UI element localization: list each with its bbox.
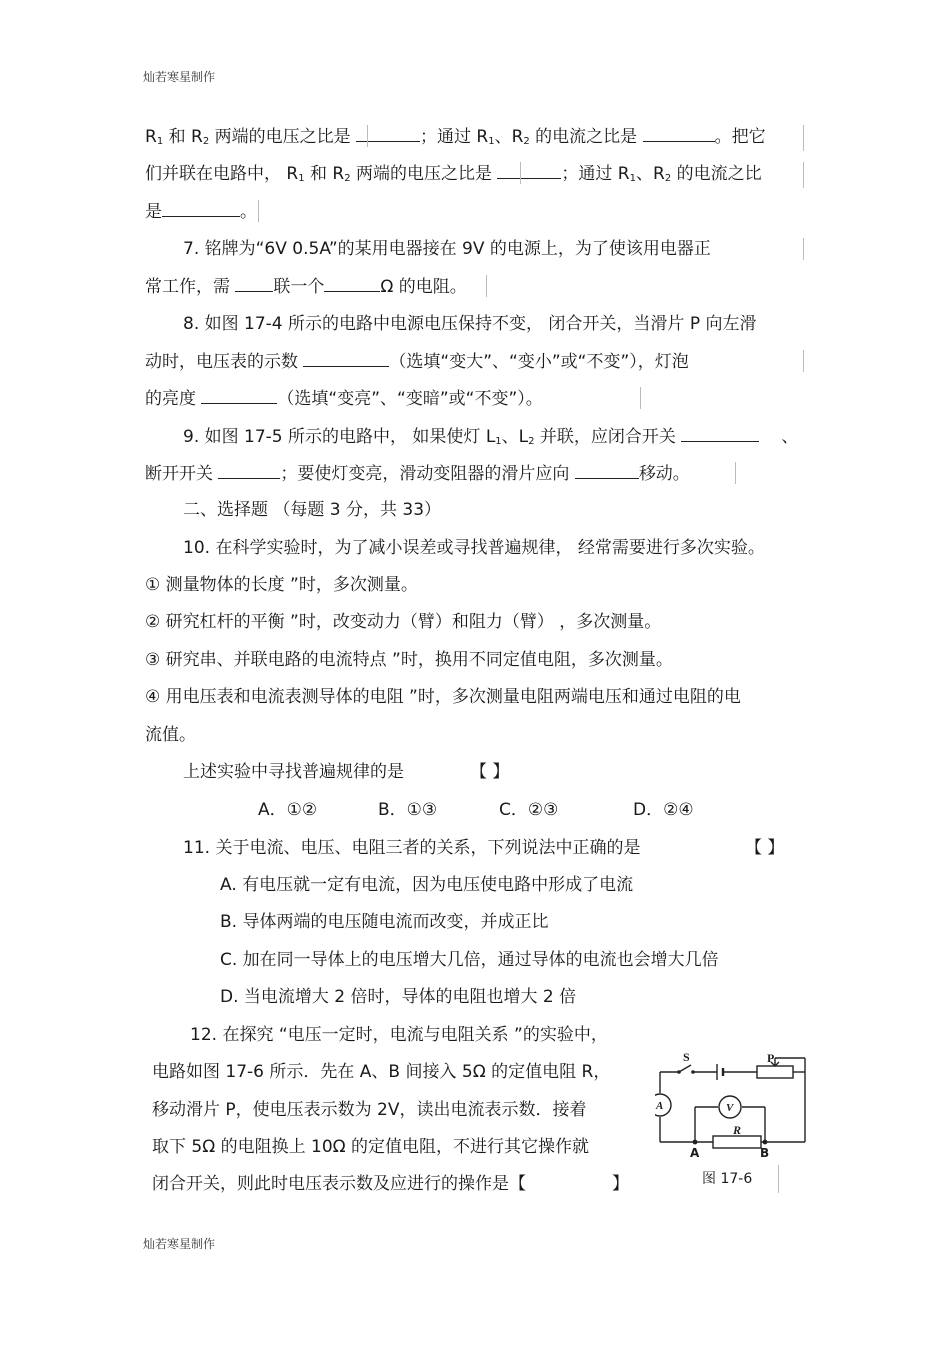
answer-blank[interactable] — [681, 425, 759, 442]
node-a — [693, 1140, 698, 1145]
answer-blank[interactable] — [235, 275, 273, 292]
q8-line-1: 8. 如图 17-4 所示的电路中电源电压保持不变， 闭合开关，当滑片 P 向左滑 — [183, 314, 757, 334]
q11-option-b[interactable]: B. 导体两端的电压随电流而改变，并成正比 — [220, 912, 549, 932]
answer-blank[interactable] — [643, 125, 715, 142]
answer-blank[interactable] — [356, 125, 420, 142]
q11-option-c[interactable]: C. 加在同一导体上的电压增大几倍，通过导体的电流也会增大几倍 — [220, 950, 719, 970]
ammeter-label: A — [656, 1100, 664, 1112]
resistor-r — [713, 1136, 761, 1148]
q7-line-1: 7. 铭牌为“6V 0.5A”的某用电器接在 9V 的电源上，为了使该用电器正 — [183, 239, 711, 259]
node-b — [763, 1140, 768, 1145]
answer-bracket[interactable]: 【 】 — [745, 838, 785, 858]
q8-line-3: 的亮度 （选填“变亮”、“变暗”或“不变”）。 — [145, 389, 543, 409]
voltmeter-label: V — [726, 1102, 734, 1114]
q10-option-b[interactable]: B．①③ — [378, 800, 438, 820]
answer-blank[interactable] — [303, 350, 389, 367]
section-heading: 二、选择题 （每题 3 分，共 33） — [183, 500, 442, 520]
circuit-diagram — [655, 1050, 815, 1150]
q12-line-3: 移动滑片 P，使电压表示数为 2V，读出电流表示数．接着 — [152, 1100, 587, 1120]
node-b-label: B — [760, 1146, 770, 1160]
answer-blank[interactable] — [218, 462, 280, 479]
q10-option-a[interactable]: A．①② — [258, 800, 318, 820]
q10-item-1: ① 测量物体的长度 ”时，多次测量。 — [145, 575, 418, 595]
q9-line-2: 断开开关 ；要使灯变亮，滑动变阻器的滑片应向 移动。 — [145, 464, 690, 484]
q10-option-d[interactable]: D．②④ — [633, 800, 694, 820]
q10-item-4-cont: 流值。 — [145, 725, 196, 745]
q10-item-3: ③ 研究串、并联电路的电流特点 ”时，换用不同定值电阻，多次测量。 — [145, 650, 673, 670]
slider-label: P — [767, 1051, 775, 1065]
q6-line-3: 是 。 — [145, 202, 257, 222]
answer-blank[interactable] — [201, 387, 277, 404]
q11-stem: 11. 关于电流、电压、电阻三者的关系，下列说法中正确的是 — [183, 838, 641, 858]
q6-line-2: 们并联在电路中， $R_1$ 和 $R_2$ 两端的电压之比是 ；通过 $R_1$、$R_2$ 的电流之比 — [145, 164, 762, 184]
page-footer: 灿若寒星制作 — [143, 1237, 216, 1251]
resistor-label: R — [733, 1123, 742, 1137]
switch-label: S — [683, 1050, 690, 1064]
answer-blank[interactable] — [162, 200, 240, 217]
q11-option-d[interactable]: D. 当电流增大 2 倍时，导体的电阻也增大 2 倍 — [220, 987, 577, 1007]
switch-blade — [679, 1065, 691, 1072]
node-a-label: A — [690, 1146, 700, 1160]
page-header: 灿若寒星制作 — [143, 70, 216, 84]
q12-line-4: 取下 5Ω 的电阻换上 10Ω 的定值电阻，不进行其它操作就 — [152, 1137, 590, 1157]
answer-blank[interactable] — [497, 162, 561, 179]
q10-item-4: ④ 用电压表和电流表测导体的电阻 ”时，多次测量电阻两端电压和通过电阻的电 — [145, 687, 741, 707]
q12-line-2: 电路如图 17-6 所示．先在 A、B 间接入 5Ω 的定值电阻 R， — [152, 1062, 611, 1082]
q12-line-1: 12. 在探究 “电压一定时，电流与电阻关系 ”的实验中， — [190, 1025, 608, 1045]
answer-blank[interactable] — [324, 275, 380, 292]
q7-line-2: 常工作，需 联一个 Ω 的电阻。 — [145, 277, 467, 297]
q10-option-c[interactable]: C．②③ — [499, 800, 559, 820]
rheostat — [757, 1066, 793, 1078]
answer-blank[interactable] — [575, 462, 639, 479]
q10-stem: 10. 在科学实验时，为了减小误差或寻找普遍规律， 经常需要进行多次实验。 — [183, 538, 765, 558]
answer-bracket[interactable]: 【 】 — [470, 762, 510, 782]
answer-bracket-end: 】 — [612, 1174, 629, 1194]
q6-line-1: $R_1$ 和 $R_2$ 两端的电压之比是 ；通过 $R_1$、$R_2$ 的电流之比是 。把它 — [145, 127, 766, 147]
figure-caption: 图 17-6 — [702, 1171, 753, 1187]
q10-question: 上述实验中寻找普遍规律的是 — [183, 762, 404, 782]
q11-option-a[interactable]: A. 有电压就一定有电流，因为电压使电路中形成了电流 — [220, 875, 634, 895]
q12-line-5: 闭合开关，则此时电压表示数及应进行的操作是【 — [152, 1174, 526, 1194]
q9-line-1: 9. 如图 17-5 所示的电路中， 如果使灯 $L_1$、$L_2$ 并联，应闭合开关 、 — [183, 427, 799, 447]
q10-item-2: ② 研究杠杆的平衡 ”时，改变动力（臂）和阻力（臂） ，多次测量。 — [145, 612, 662, 632]
q8-line-2: 动时，电压表的示数 （选填“变大”、“变小”或“不变”），灯泡 — [145, 352, 689, 372]
